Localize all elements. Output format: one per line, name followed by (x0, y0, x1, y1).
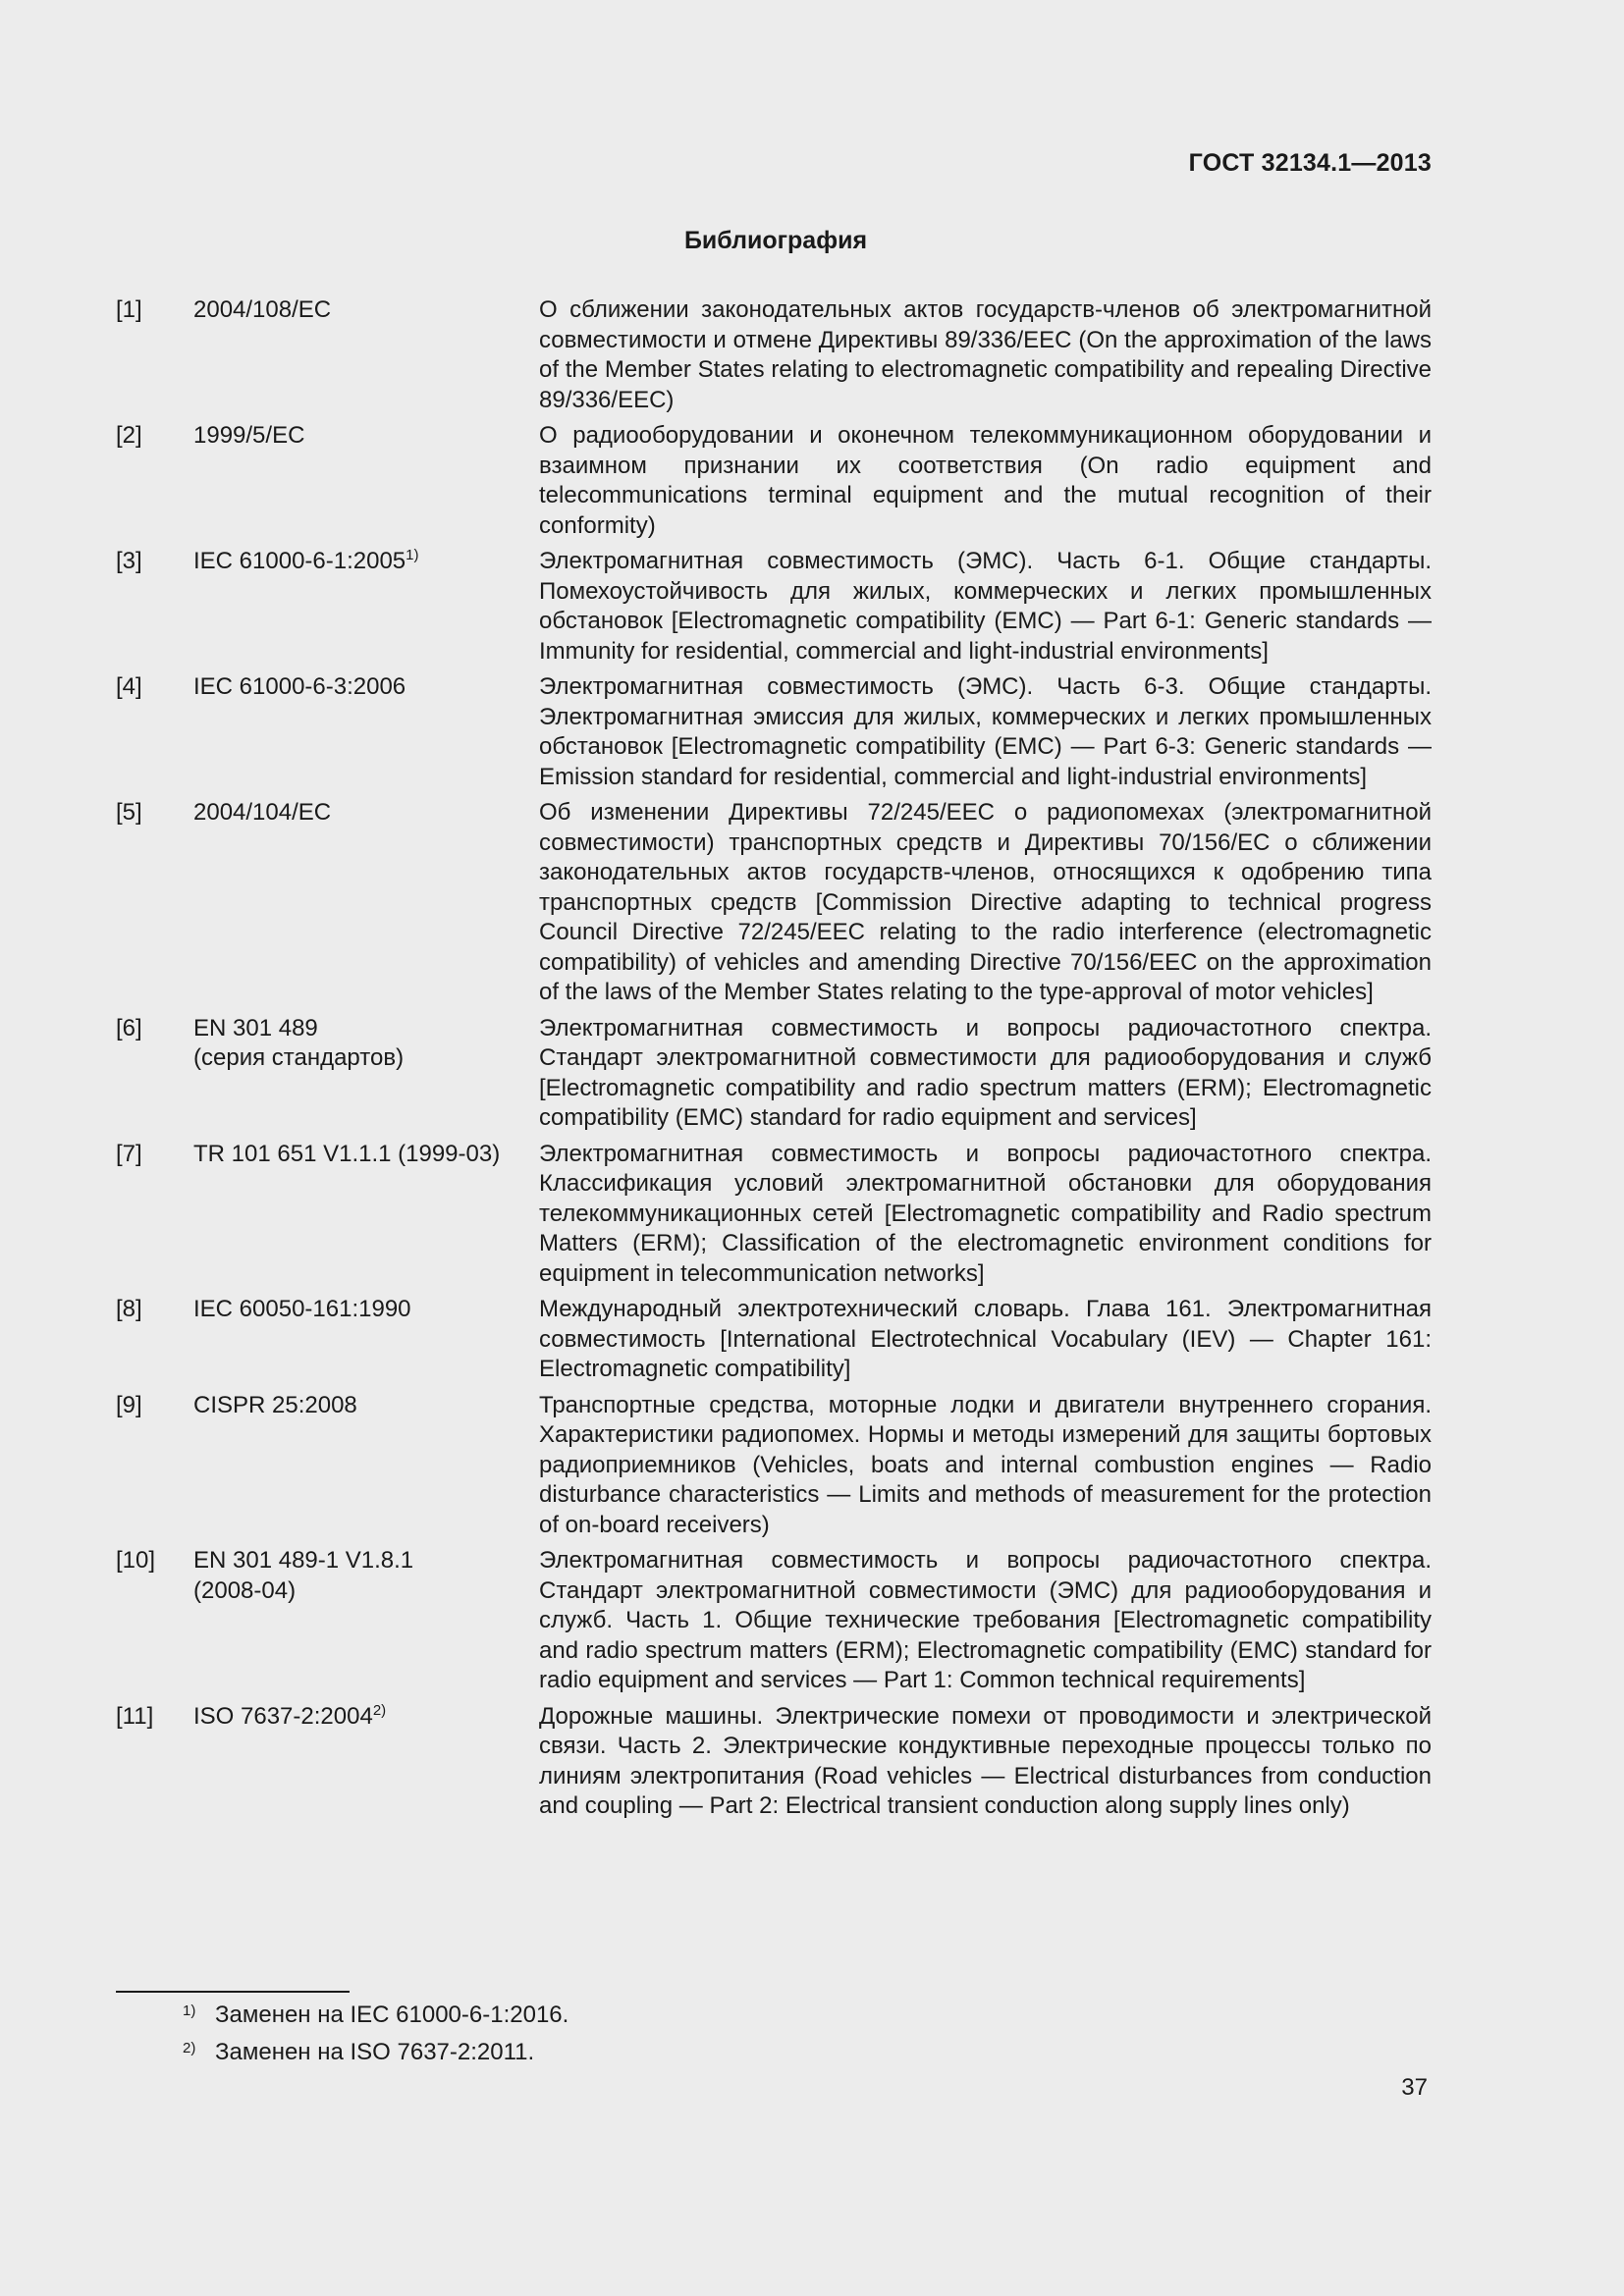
section-title: Библиография (683, 227, 868, 254)
entry-code (193, 672, 539, 792)
bibliography-entry (116, 798, 1432, 1008)
entry-code-text: TR 101 651 V1.1.1 (1999-03) (193, 1140, 501, 1167)
entry-number: [7] (116, 1140, 142, 1167)
entry-number: [11] (116, 1702, 154, 1730)
entry-number: [9] (116, 1391, 142, 1418)
entry-description: Об изменении Директивы 72/245/EEC о радиопомехах (электромагнитной совместимости) транспортных средств и Директивы 70/156/EC о сближении законодательных актов государств-членов, относящихся к одобрению типа транспортных средств [Commission Directive adapting to technical progress Council Directive 72/245/EEC relating to the radio interference (electromagnetic compatibility) of vehicles and amending Directive 70/156/EEC on the approximation of the laws of the Member States relating to the type-approval of motor vehicles] (539, 799, 1432, 1005)
entry-code-text: IEC 61000-6-3:2006 (193, 673, 406, 700)
entry-description: О радиооборудовании и оконечном телекоммуникационном оборудовании и взаимном признании их соответствия (On radio equipment and telecommunications terminal equipment and the mutual recognition of their conformity) (539, 422, 1432, 539)
entry-description: Электромагнитная совместимость и вопросы радиочастотного спектра. Классификация условий электромагнитной обстановки для оборудования телекоммуникационных сетей [Electromagnetic compatibility and Radio spectrum Matters (ERM); Classification of the electromagnetic environment conditions for equipment in telecommunication networks] (539, 1140, 1432, 1287)
footnote (183, 1997, 568, 2034)
entry-code (193, 1014, 539, 1134)
entry-code-text: EN 301 489-1 V1.8.1 (193, 1547, 414, 1574)
entry-number: [5] (116, 799, 142, 826)
entry-number: [6] (116, 1014, 142, 1041)
entry-code-text: CISPR 25:2008 (193, 1391, 357, 1418)
entry-code-text: 1999/5/EC (193, 422, 305, 449)
entry-description: Электромагнитная совместимость и вопросы радиочастотного спектра. Стандарт электромагнитной совместимости (ЭМС) для радиооборудования и служб. Часть 1. Общие технические требования [Electromagnetic compatibility and radio spectrum matters (ERM); Electromagnetic compatibility (EMC) standard for radio equipment and services — Part 1: Common technical requirements] (539, 1547, 1432, 1693)
entry-code-text: 2004/108/EC (193, 296, 332, 323)
footnote-text: Заменен на IEC 61000-6-1:2016. (215, 2002, 569, 2028)
entry-description: Электромагнитная совместимость и вопросы радиочастотного спектра. Стандарт электромагнитной совместимости для радиооборудования и служб [Electromagnetic compatibility and radio spectrum matters (ERM); Electromagnetic compatibility (EMC) standard for radio equipment and services] (539, 1014, 1432, 1131)
entry-code (193, 1546, 539, 1696)
entry-number: [1] (116, 296, 142, 323)
bibliography-entry (116, 1702, 1432, 1822)
bibliography-entry (116, 547, 1432, 667)
entry-number: [10] (116, 1547, 156, 1574)
footnote (183, 2034, 568, 2071)
bibliography-entry (116, 1295, 1432, 1385)
bibliography-entry (116, 295, 1432, 415)
footnotes (183, 1997, 568, 2071)
entry-number: [3] (116, 548, 142, 574)
entry-description: Дорожные машины. Электрические помехи от проводимости и электрической связи. Часть 2. Электрические кондуктивные переходные процессы только по линиям электропитания (Road vehicles — Electrical disturbances from conduction and coupling — Part 2: Electrical transient conduction along supply lines only) (539, 1702, 1432, 1819)
bibliography-entry (116, 1140, 1432, 1290)
entry-number: [8] (116, 1296, 142, 1322)
entry-code-text: IEC 61000-6-1:2005 (193, 548, 406, 574)
entry-code (193, 1702, 539, 1822)
footnote-reference: 1) (406, 547, 419, 563)
bibliography-entry (116, 672, 1432, 792)
entry-code-text: EN 301 489 (193, 1014, 318, 1041)
bibliography-list (116, 295, 1432, 1828)
entry-description: Транспортные средства, моторные лодки и двигатели внутреннего сгорания. Характеристики радиопомех. Нормы и методы измерений для защиты бортовых радиоприемников (Vehicles, boats and internal combustion engines — Radio disturbance characteristics — Limits and methods of measurement for the protection of on-board receivers) (539, 1391, 1432, 1538)
entry-code-subtitle: (серия стандартов) (193, 1044, 405, 1071)
entry-code-subtitle: (2008-04) (193, 1576, 297, 1604)
entry-code (193, 295, 539, 415)
footnote-mark: 1) (183, 2002, 196, 2019)
entry-code-text: IEC 60050-161:1990 (193, 1296, 411, 1322)
entry-number: [4] (116, 673, 142, 700)
entry-code (193, 798, 539, 1008)
document-id: ГОСТ 32134.1—2013 (1188, 149, 1432, 177)
entry-description: Электромагнитная совместимость (ЭМС). Часть 6-1. Общие стандарты. Помехоустойчивость для жилых, коммерческих и легких промышленных обстановок [Electromagnetic compatibility (EMC) — Part 6-1: Generic standards — Immunity for residential, commercial and light-industrial environments] (539, 548, 1432, 665)
footnote-divider (116, 1991, 350, 1993)
footnote-mark: 2) (183, 2040, 196, 2056)
entry-description: Международный электротехнический словарь. Глава 161. Электромагнитная совместимость [International Electrotechnical Vocabulary (IEV) — Chapter 161: Electromagnetic compatibility] (539, 1296, 1432, 1382)
entry-code (193, 1391, 539, 1541)
entry-code-text: 2004/104/EC (193, 799, 332, 826)
bibliography-entry (116, 1014, 1432, 1134)
bibliography-entry (116, 421, 1432, 541)
entry-description: Электромагнитная совместимость (ЭМС). Часть 6-3. Общие стандарты. Электромагнитная эмиссия для жилых, коммерческих и легких промышленных обстановок [Electromagnetic compatibility (EMC) — Part 6-3: Generic standards — Emission standard for residential, commercial and light-industrial environments] (539, 673, 1432, 790)
entry-code (193, 547, 539, 667)
entry-description: О сближении законодательных актов государств-членов об электромагнитной совместимости и отмене Директивы 89/336/EEC (On the approximation of the laws of the Member States relating to electromagnetic compatibility and repealing Directive 89/336/EEC) (539, 296, 1432, 413)
entry-code (193, 1295, 539, 1385)
entry-code (193, 1140, 539, 1290)
entry-number: [2] (116, 422, 142, 449)
entry-code-text: ISO 7637-2:2004 (193, 1702, 373, 1730)
page-number: 37 (1401, 2074, 1428, 2101)
bibliography-entry (116, 1546, 1432, 1696)
bibliography-entry (116, 1391, 1432, 1541)
footnote-text: Заменен на ISO 7637-2:2011. (215, 2039, 535, 2065)
entry-code (193, 421, 539, 541)
footnote-reference: 2) (372, 1701, 387, 1719)
